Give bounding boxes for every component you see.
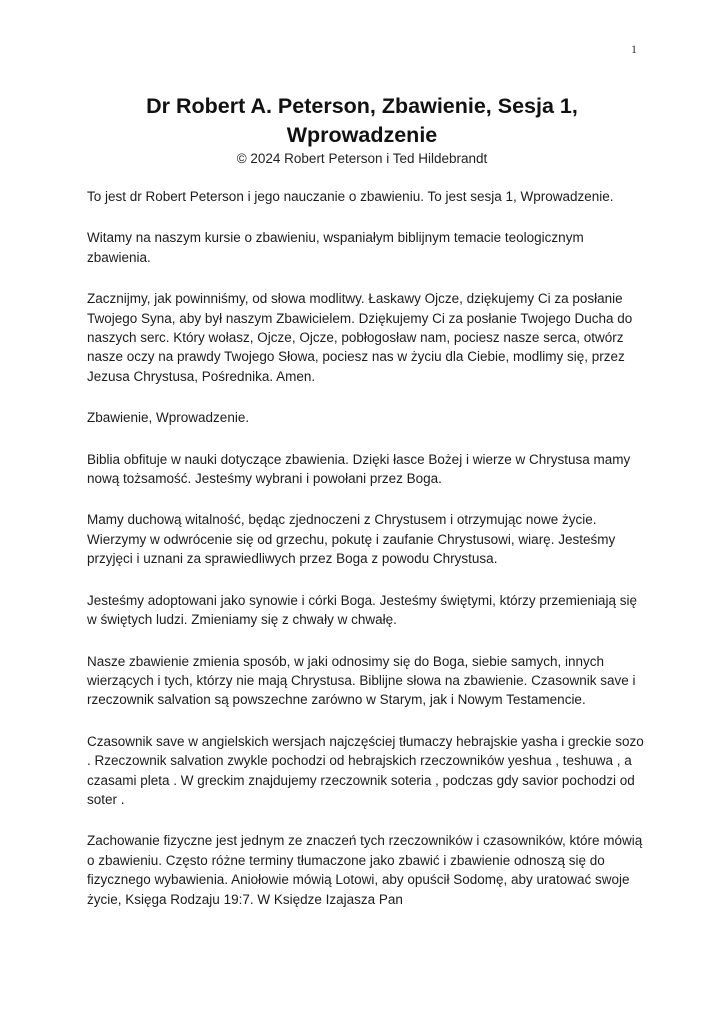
document-body: [87, 187, 647, 931]
paragraph-physical-preservation: Zachowanie fizyczne jest jednym ze znaczeń tych rzeczowników i czasowników, które mówią o zbawieniu. Często różne terminy tłumaczone jako zbawić i zbawienie odnoszą się do fizycznego wybawienia. Aniołowie mówią Lotowi, aby opuścił Sodomę, aby uratować swoje życie, Księga Rodzaju 19:7. W Księdze Izajasza Pan: [87, 833, 643, 907]
paragraph-adoption: Jesteśmy adoptowani jako synowie i córki Boga. Jesteśmy świętymi, którzy przemieniają się w świętych ludzi. Zmieniamy się z chwały w chwałę.: [87, 592, 637, 628]
copyright-line: © 2024 Robert Peterson i Ted Hildebrandt: [236, 151, 488, 166]
paragraph-save-verb: Czasownik save w angielskich wersjach najczęściej tłumaczy hebrajskie yasha i greckie sozo . Rzeczownik salvation zwykle pochodzi od hebrajskich rzeczowników yeshua , teshuwa , a czasami pleta . W greckim znajdujemy rzeczownik soteria , podczas gdy savior pochodzi od soter .: [87, 733, 644, 807]
paragraph-prayer: Zacznijmy, jak powinniśmy, od słowa modlitwy. Łaskawy Ojcze, dziękujemy Ci za posłanie Twojego Syna, aby był naszym Zbawicielem. Dziękujemy Ci za posłanie Twojego Ducha do naszych serc. Który wołasz, Ojcze, Ojcze, pobłogosław nam, pociesz nasze serca, otwórz nasze oczy na prawdy Twojego Słowa, pociesz nas w życiu dla Ciebie, modlimy się, przez Jezusa Chrystusa, Pośrednika. Amen.: [87, 291, 633, 384]
paragraph-salvation-words: Nasze zbawienie zmienia sposób, w jaki odnosimy się do Boga, siebie samych, innych wierzących i tych, którzy nie mają Chrystusa. Biblijne słowa na zbawienie. Czasownik save i rzeczownik salvation są powszechne zarówno w Starym, jak i Nowym Testamencie.: [87, 653, 636, 708]
paragraph-welcome: Witamy na naszym kursie o zbawieniu, wspaniałym biblijnym temacie teologicznym zbawienia.: [87, 230, 584, 265]
paragraph-spiritual-vitality: Mamy duchową witalność, będąc zjednoczeni z Chrystusem i otrzymując nowe życie. Wierzymy w odwrócenie się od grzechu, pokutę i zaufanie Chrystusowi, wiarę. Jesteśmy przyjęci i uznani za sprawiedliwych przez Boga z powodu Chrystusa.: [87, 512, 616, 567]
paragraph-section-heading: Zbawienie, Wprowadzenie.: [87, 410, 250, 426]
page-number: 1: [631, 42, 637, 56]
paragraph-intro: To jest dr Robert Peterson i jego nauczanie o zbawieniu. To jest sesja 1, Wprowadzenie.: [87, 189, 614, 204]
document-title: Dr Robert A. Peterson, Zbawienie, Sesja 1, Wprowadzenie: [146, 94, 578, 147]
paragraph-bible-teachings: Biblia obfituje w nauki dotyczące zbawienia. Dzięki łasce Bożej i wierze w Chrystusa mamy nową tożsamość. Jesteśmy wybrani i powołani przez Boga.: [87, 451, 631, 487]
